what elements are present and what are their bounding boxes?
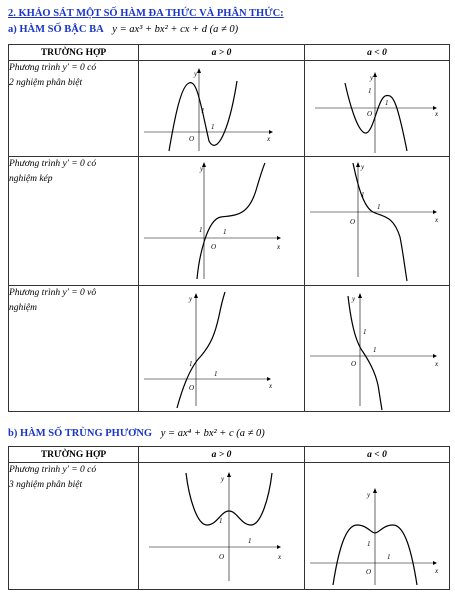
origin-label: O — [219, 553, 225, 561]
table-row — [9, 463, 450, 590]
graph-cell — [139, 61, 305, 157]
part-a-label: a) HÀM SỐ BẬC BA — [8, 24, 104, 35]
y-label: y — [367, 491, 371, 499]
tick-one-x: 1 — [385, 99, 389, 107]
origin-label: O — [351, 360, 357, 368]
x-axis-arrow — [433, 354, 437, 358]
tick-one-x: 1 — [214, 370, 218, 378]
x-axis-arrow — [277, 236, 281, 240]
tick-one-x: 1 — [377, 203, 381, 211]
x-axis-arrow — [433, 210, 437, 214]
case-cell — [9, 61, 139, 157]
part-b-title — [8, 428, 265, 439]
tick-one-x: 1 — [373, 346, 377, 354]
y-axis-arrow — [194, 293, 198, 298]
y-label: y — [352, 295, 356, 303]
y-label: y — [361, 163, 365, 171]
y-label: y — [194, 70, 198, 78]
y-axis-arrow — [227, 472, 231, 477]
graph-cell — [305, 286, 450, 412]
header-a-positive: a > 0 — [139, 45, 305, 61]
case-cell — [9, 286, 139, 412]
y-axis-arrow — [358, 293, 362, 298]
tick-one-y: 1 — [368, 87, 372, 95]
tick-one-y: 1 — [189, 360, 193, 368]
origin-label: O — [366, 568, 372, 576]
quartic-graph-a-negative — [305, 463, 449, 589]
part-b-label: b) HÀM SỐ TRÙNG PHƯƠNG — [8, 428, 153, 439]
case-text: Phương trình y′ = 0 có — [9, 63, 97, 73]
x-label: x — [269, 382, 273, 390]
curve — [345, 83, 407, 151]
tick-one-y: 1 — [361, 191, 365, 199]
table-row — [9, 286, 450, 412]
tick-one-y: 1 — [367, 540, 371, 548]
case-text: 3 nghiệm phân biệt — [9, 480, 83, 490]
x-label: x — [278, 553, 282, 561]
quartic-table — [8, 446, 450, 590]
curve — [177, 292, 225, 408]
case-text: Phương trình y′ = 0 có — [9, 465, 97, 475]
case-text: Phương trình y′ = 0 vô — [9, 288, 97, 298]
case-cell — [9, 463, 139, 590]
origin-label: O — [211, 243, 217, 251]
part-a-title — [8, 24, 238, 35]
origin-label: O — [350, 218, 356, 226]
header-a-positive: a > 0 — [139, 447, 305, 463]
tick-one-x: 1 — [223, 228, 227, 236]
graph-cell — [305, 157, 450, 286]
cubic-graph-two-roots-a-negative — [305, 61, 449, 156]
header-case: TRƯỜNG HỢP — [9, 45, 139, 61]
y-label: y — [200, 165, 204, 173]
x-label: x — [435, 567, 439, 575]
y-axis-arrow — [373, 488, 377, 493]
y-axis-arrow — [373, 72, 377, 77]
table-row — [9, 157, 450, 286]
x-label: x — [435, 216, 439, 224]
case-text: Phương trình y′ = 0 có — [9, 159, 97, 169]
curve — [348, 296, 382, 410]
y-axis-arrow — [356, 162, 360, 167]
cubic-graph-no-root-a-positive — [139, 286, 304, 411]
tick-one-y: 1 — [201, 107, 205, 115]
origin-label: O — [189, 135, 195, 143]
header-a-negative: a < 0 — [305, 45, 450, 61]
origin-label: O — [189, 384, 195, 392]
graph-cell — [139, 286, 305, 412]
graph-cell — [305, 61, 450, 157]
case-text: nghiệm kép — [9, 174, 53, 184]
cubic-graph-two-roots-a-positive — [139, 61, 304, 156]
tick-one-x: 1 — [211, 123, 215, 131]
part-b-formula: y = ax⁴ + bx² + c (a ≠ 0) — [160, 428, 265, 439]
cubic-graph-double-root-a-positive — [139, 157, 304, 285]
x-label: x — [277, 243, 281, 251]
origin-label: O — [367, 110, 373, 118]
y-label: y — [221, 475, 225, 483]
x-axis-arrow — [433, 561, 437, 565]
cubic-graph-no-root-a-negative — [305, 286, 449, 411]
quartic-graph-a-positive — [139, 463, 304, 589]
section-title: 2. KHẢO SÁT MỘT SỐ HÀM ĐA THỨC VÀ PHÂN THỨC: — [8, 8, 284, 19]
case-text: 2 nghiệm phân biệt — [9, 78, 83, 88]
header-a-negative: a < 0 — [305, 447, 450, 463]
graph-cell — [139, 157, 305, 286]
x-axis-arrow — [277, 545, 281, 549]
part-a-formula: y = ax³ + bx² + cx + d (a ≠ 0) — [112, 24, 239, 35]
cubic-graph-double-root-a-negative — [305, 157, 449, 285]
graph-cell — [139, 463, 305, 590]
tick-one-y: 1 — [363, 328, 367, 336]
tick-one-y: 1 — [219, 517, 223, 525]
curve — [169, 81, 237, 151]
case-text: nghiệm — [9, 303, 37, 313]
curve — [197, 163, 265, 279]
y-label: y — [370, 74, 374, 82]
tick-one-x: 1 — [248, 537, 252, 545]
x-axis-arrow — [269, 130, 273, 134]
tick-one-y: 1 — [199, 226, 203, 234]
tick-one-x: 1 — [387, 553, 391, 561]
curve — [353, 163, 407, 281]
cubic-table — [8, 44, 450, 412]
x-axis-arrow — [267, 377, 271, 381]
x-label: x — [435, 110, 439, 118]
y-label: y — [189, 295, 193, 303]
x-label: x — [435, 360, 439, 368]
x-label: x — [267, 135, 271, 143]
y-axis-arrow — [197, 68, 201, 73]
case-cell — [9, 157, 139, 286]
header-case: TRƯỜNG HỢP — [9, 447, 139, 463]
graph-cell — [305, 463, 450, 590]
table-row — [9, 61, 450, 157]
